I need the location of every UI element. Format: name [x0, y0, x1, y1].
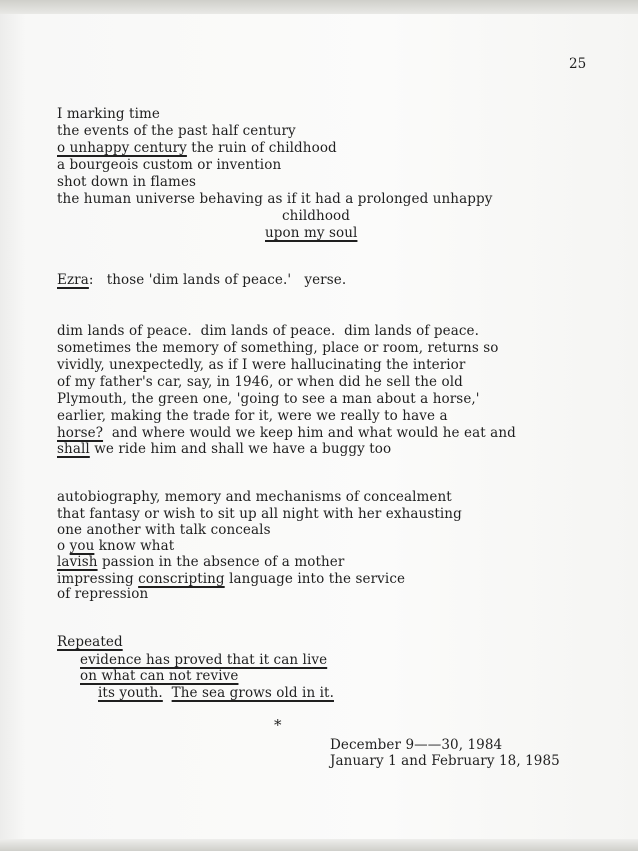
poem-line — [57, 571, 405, 587]
underlined-phrase: o unhappy century — [57, 140, 187, 156]
line-text: and where would we keep him and what would he eat and — [103, 425, 516, 441]
poem-line: autobiography, memory and mechanisms of concealment — [57, 489, 452, 505]
underlined-word: horse? — [57, 425, 104, 441]
underlined-word: lavish — [57, 554, 98, 570]
line-text: passion in the absence of a mother — [97, 554, 345, 570]
poem-line: that fantasy or wish to sit up all night with her exhausting — [57, 506, 462, 522]
line-text: the ruin of childhood — [186, 140, 337, 156]
poem-line: earlier, making the trade for it, were we really to have a — [57, 408, 448, 424]
date-line: December 9——30, 1984 — [330, 737, 503, 753]
page-number: 25 — [569, 56, 587, 72]
underlined-word: conscripting — [138, 571, 225, 587]
poem-line — [98, 685, 334, 701]
poem-line: of my father's car, say, in 1946, or when did he sell the old — [57, 374, 463, 390]
underlined-word: shall — [57, 441, 90, 457]
poem-line: vividly, unexpectedly, as if I were hallucinating the interior — [57, 357, 466, 373]
poem-line: the events of the past half century — [57, 123, 296, 139]
poem-line — [57, 441, 391, 457]
line-text: know what — [94, 538, 175, 554]
poem-line — [57, 140, 337, 156]
poem-line — [57, 425, 516, 441]
underlined-name: Ezra — [57, 272, 89, 288]
line-text: impressing — [57, 571, 139, 587]
line-text: language into the service — [224, 571, 406, 587]
poem-line: one another with talk conceals — [57, 522, 271, 538]
poem-line — [57, 554, 344, 570]
poem-line: dim lands of peace. dim lands of peace. dim lands of peace. — [57, 323, 479, 339]
underlined-phrase: its youth. — [98, 685, 163, 701]
poem-line-underlined: Repeated — [57, 634, 123, 650]
underlined-word: you — [69, 538, 95, 554]
poem-line: the human universe behaving as if it had a prolonged unhappy — [57, 191, 493, 207]
poem-line: Plymouth, the green one, 'going to see a man about a horse,' — [57, 391, 480, 407]
date-line: January 1 and February 18, 1985 — [330, 753, 560, 769]
poem-line-underlined: on what can not revive — [80, 668, 239, 684]
poem-line: I marking time — [57, 106, 160, 122]
poem-line-underlined: evidence has proved that it can live — [80, 652, 328, 668]
underlined-phrase: The sea grows old in it. — [171, 685, 334, 701]
line-text: : those 'dim lands of peace.' yerse. — [88, 272, 347, 288]
line-text: o — [57, 538, 70, 554]
poem-line: shot down in flames — [57, 174, 197, 190]
poem-line: sometimes the memory of something, place or room, returns so — [57, 340, 499, 356]
poem-line — [57, 538, 174, 554]
poem-line: of repression — [57, 586, 149, 602]
line-text: we ride him and shall we have a buggy too — [89, 441, 392, 457]
poem-line — [57, 272, 346, 288]
poem-line: a bourgeois custom or invention — [57, 157, 282, 173]
poem-line: childhood — [282, 208, 351, 224]
section-separator: * — [274, 716, 282, 734]
poem-line-underlined: upon my soul — [265, 225, 358, 241]
